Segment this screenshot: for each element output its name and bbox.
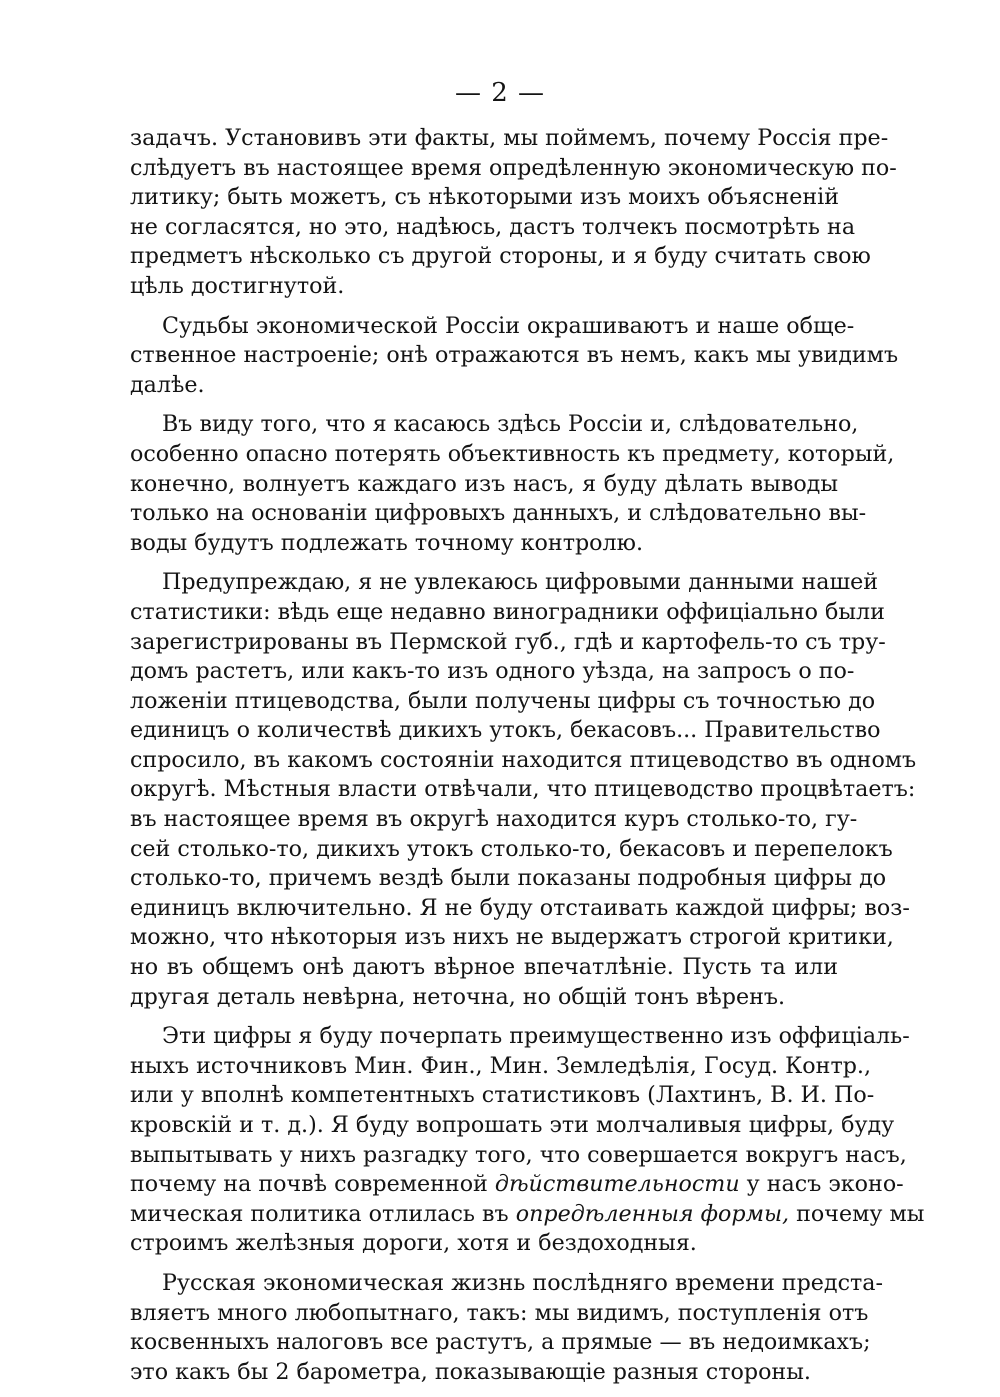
text-line: задачъ. Установивъ эти факты, мы поймемъ, почему Россія пре- [130, 125, 889, 151]
text-line: только на основаніи цифровыхъ данныхъ, и слѣдовательно вы- [130, 500, 867, 527]
text-line: воды будутъ подлежать точному контролю. [130, 529, 643, 556]
paragraph-3 [130, 410, 895, 558]
text-line [130, 1170, 904, 1200]
text-line: Русская экономическая жизнь послѣдняго времени предста- [162, 1269, 883, 1296]
text-line: или у вполнѣ компетентныхъ статистиковъ (Лахтинъ, В. И. По- [130, 1082, 875, 1109]
text-line: въ настоящее время въ округѣ находится куръ столько-то, гу- [130, 806, 858, 833]
text-line: Эти цифры я буду почерпать преимущественно изъ оффиціаль- [162, 1023, 910, 1050]
text-line: статистики: вѣдь еще недавно виноградники оффиціально были [130, 598, 885, 625]
paragraph-6 [130, 1269, 883, 1387]
text-line [130, 1200, 925, 1230]
text-line: предметъ нѣсколько съ другой стороны, и я буду считать свою [130, 243, 871, 270]
text-line: другая деталь невѣрна, неточна, но общій тонъ вѣренъ. [130, 983, 786, 1010]
paragraph-2 [130, 312, 899, 401]
emphasized-text: опредѣленныя формы, [515, 1200, 790, 1227]
text-line: далѣе. [130, 371, 205, 398]
text-line: литику; быть можетъ, съ нѣкоторыми изъ моихъ объясненій [130, 184, 840, 211]
text-line: сей столько-то, дикихъ утокъ столько-то, бекасовъ и перепелокъ [130, 835, 893, 862]
text-line: цѣль достигнутой. [130, 272, 345, 299]
paragraph-5 [130, 1022, 925, 1259]
text-line: Судьбы экономической Россіи окрашиваютъ и наше обще- [162, 312, 855, 339]
text-line: но въ общемъ онѣ даютъ вѣрное впечатлѣніе. Пусть та или [130, 954, 838, 981]
text-line: домъ растетъ, или какъ-то изъ одного уѣзда, на запросъ о по- [130, 658, 855, 685]
text-line: единицъ включительно. Я не буду отстаивать каждой цифры; воз- [130, 894, 910, 921]
text-line: строимъ желѣзныя дороги, хотя и бездоходныя. [130, 1230, 697, 1257]
text-line: слѣдуетъ въ настоящее время опредѣленную экономическую по- [130, 154, 897, 181]
text-line: столько-то, причемъ вездѣ были показаны подробныя цифры до [130, 865, 887, 892]
text-line: это какъ бы 2 барометра, показывающіе разныя стороны. [130, 1358, 811, 1385]
paragraph-1 [130, 124, 897, 302]
text-line: конечно, волнуетъ каждаго изъ насъ, я буду дѣлать выводы [130, 470, 838, 497]
text-line: ныхъ источниковъ Мин. Фин., Мин. Земледѣлія, Госуд. Контр., [130, 1052, 872, 1079]
text-line: вляетъ много любопытнаго, такъ: мы видимъ, поступленія отъ [130, 1299, 869, 1326]
text-line: выпытывать у нихъ разгадку того, что совершается вокругъ насъ, [130, 1141, 907, 1168]
text-line: округѣ. Мѣстныя власти отвѣчали, что птицеводство процвѣтаетъ: [130, 776, 916, 803]
text-line: не согласятся, но это, надѣюсь, дастъ толчекъ посмотрѣть на [130, 213, 856, 240]
text-line: Предупреждаю, я не увлекаюсь цифровыми данными нашей [162, 569, 879, 596]
text-fragment: почему мы [789, 1200, 925, 1227]
emphasized-text: дѣйствительности [494, 1171, 740, 1198]
text-fragment: почему на почвѣ современной [130, 1171, 495, 1198]
text-fragment: мическая политика отлилась въ [130, 1200, 516, 1227]
text-line: Въ виду того, что я касаюсь здѣсь Россіи и, слѣдовательно, [162, 411, 859, 438]
page-number: — 2 — [454, 78, 546, 108]
text-line: единицъ о количествѣ дикихъ утокъ, бекасовъ... Правительство [130, 717, 881, 744]
text-line: можно, что нѣкоторыя изъ нихъ не выдержатъ строгой критики, [130, 924, 894, 951]
paragraph-4 [130, 568, 917, 1012]
text-line: зарегистрированы въ Пермской губ., гдѣ и картофель-то съ тру- [130, 628, 886, 655]
text-line: кровскій и т. д.). Я буду вопрошать эти молчаливыя цифры, буду [130, 1112, 895, 1138]
text-line: спросило, въ какомъ состояніи находится птицеводство въ одномъ [130, 746, 917, 773]
text-line: косвенныхъ налоговъ все растутъ, а прямые — въ недоимкахъ; [130, 1329, 871, 1356]
text-fragment: у насъ эконо- [739, 1171, 904, 1198]
text-line: ложеніи птицеводства, были получены цифры съ точностью до [130, 687, 876, 714]
text-line: ственное настроеніе; онѣ отражаются въ немъ, какъ мы увидимъ [130, 342, 899, 369]
body-text [130, 124, 925, 1397]
text-line: особенно опасно потерять объективность къ предмету, который, [130, 440, 895, 467]
